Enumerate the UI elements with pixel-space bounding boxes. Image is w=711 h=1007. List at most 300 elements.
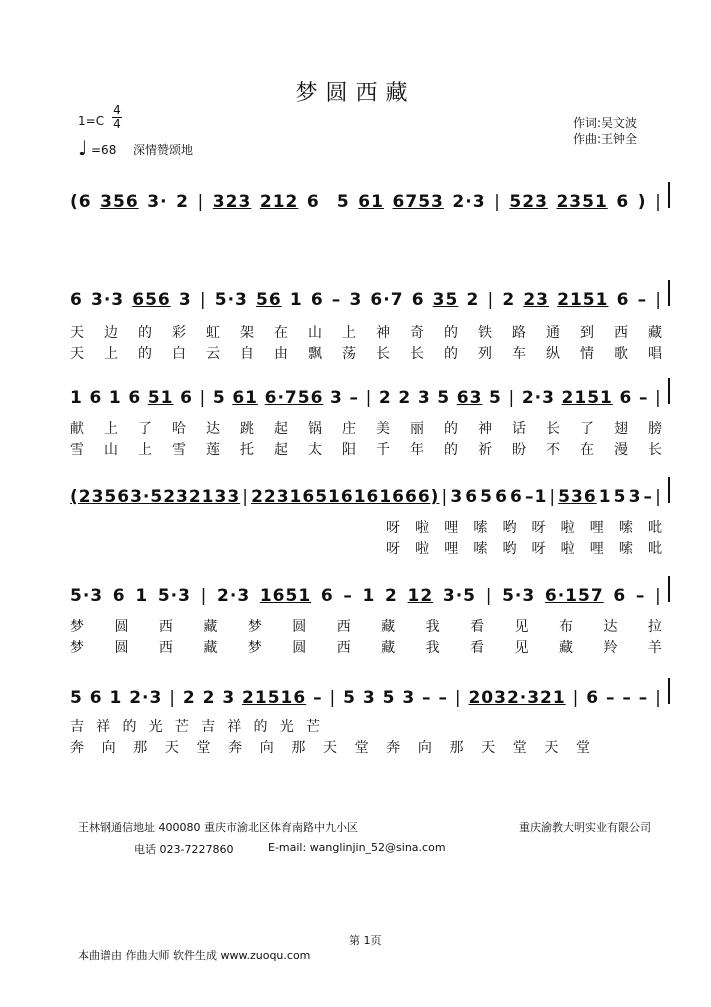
lyric-syllable: 呀 <box>386 520 400 536</box>
note-group: (23563·5232133 <box>70 487 241 507</box>
note-group: 2351 <box>556 192 608 212</box>
lyric-syllable: 嗦 <box>473 520 488 536</box>
note-group: 1 <box>598 487 612 507</box>
note-group: 5 <box>336 192 350 212</box>
lyric-syllable: 长 <box>648 442 662 458</box>
lyric-syllable: 丽 <box>410 421 424 437</box>
lyric-syllable: 藏 <box>203 619 218 635</box>
composer-credit: 作曲:王钟全 <box>573 132 638 146</box>
note-group: 3 <box>402 688 416 708</box>
lyric-syllable: 起 <box>274 442 288 458</box>
barline: | <box>485 586 493 606</box>
final-barline <box>668 576 670 602</box>
lyric-syllable: 达 <box>603 619 618 635</box>
note-group: – <box>349 388 359 408</box>
note-group: 6 <box>495 487 508 507</box>
note-group: 12 <box>407 586 434 606</box>
note-group: 2 <box>202 688 216 708</box>
lyric-syllable: 达 <box>206 421 220 437</box>
barline: | <box>508 388 516 408</box>
software-credit: 本曲谱由 作曲大师 软件生成 www.zuoqu.com <box>78 949 311 962</box>
lyric-syllable: 西 <box>336 619 351 635</box>
note-group: 1 <box>108 388 122 408</box>
final-barline <box>668 477 670 503</box>
lyric-syllable: 上 <box>104 346 118 362</box>
note-group: – <box>422 688 432 708</box>
score-system-4 <box>70 475 670 507</box>
lyric-line-4-verse-2 <box>70 637 662 657</box>
lyric-syllable: 的 <box>253 719 268 735</box>
lyric-syllable: 吡 <box>647 520 662 536</box>
note-group: 21516 <box>242 688 307 708</box>
lyric-syllable: 长 <box>410 346 424 362</box>
lyric-syllable: 纵 <box>546 346 560 362</box>
note-group: 5 <box>382 688 396 708</box>
time-signature <box>112 104 122 131</box>
note-group: 3 <box>349 290 363 310</box>
barline: | <box>365 388 373 408</box>
lyric-syllable: 堂 <box>576 740 590 756</box>
final-barline <box>668 378 670 404</box>
footer-company: 重庆渝教大明实业有限公司 <box>519 821 651 834</box>
lyric-syllable: 哩 <box>589 520 604 536</box>
lyric-syllable: 藏 <box>381 640 396 656</box>
note-group: 356 <box>100 192 139 212</box>
lyric-syllable: 看 <box>470 619 485 635</box>
barline: | <box>655 487 662 507</box>
note-group: 6 <box>465 487 479 507</box>
note-group: 2032·321 <box>468 688 566 708</box>
lyric-syllable: 堂 <box>512 740 527 756</box>
lyric-syllable: 膀 <box>648 421 662 437</box>
note-group: 6753 <box>392 192 444 212</box>
barline: | <box>197 192 205 212</box>
lyric-syllable: 的 <box>138 346 152 362</box>
barline: | <box>655 688 662 708</box>
lyric-syllable: 祥 <box>227 719 242 735</box>
system-1-notes <box>70 180 662 212</box>
lyric-syllable: 梦 <box>70 619 84 635</box>
note-group: – <box>622 688 632 708</box>
note-group: – <box>643 487 654 507</box>
lyric-syllable: 那 <box>449 740 464 756</box>
lyric-syllable: 西 <box>158 619 173 635</box>
lyric-syllable: 哟 <box>502 541 517 557</box>
lyric-syllable: 云 <box>206 346 220 362</box>
note-group: 3·3 <box>90 290 125 310</box>
lyric-syllable: 荡 <box>342 346 356 362</box>
note-group: 6 <box>616 192 630 212</box>
note-group: 5·3 <box>70 586 104 606</box>
lyric-syllable: 祥 <box>96 719 111 735</box>
lyric-syllable: 梦 <box>247 619 262 635</box>
lyric-syllable: 光 <box>279 719 294 735</box>
lyric-syllable: 托 <box>240 442 254 458</box>
note-group: (6 <box>70 192 92 212</box>
note-group: 61 <box>358 192 384 212</box>
key-signature: 1=C <box>78 114 105 128</box>
note-group: – <box>635 586 646 606</box>
lyric-syllable: 神 <box>376 325 390 341</box>
lyric-syllable: 芒 <box>305 719 320 735</box>
lyric-line-2-verse-1 <box>70 418 662 438</box>
time-signature-top: 4 <box>113 103 121 117</box>
note-group: 6 <box>89 688 103 708</box>
lyric-line-1-verse-1 <box>70 322 662 342</box>
barline: | <box>200 586 208 606</box>
note-group: 6 <box>616 290 630 310</box>
lyric-syllable: 天 <box>323 740 337 756</box>
note-group: 6 <box>586 688 600 708</box>
lyric-syllable: 歌 <box>614 346 628 362</box>
note-group: 5 <box>343 688 356 708</box>
lyric-syllable: 光 <box>148 719 163 735</box>
lyric-syllable: 自 <box>240 346 254 362</box>
lyric-syllable: 哟 <box>502 520 517 536</box>
note-group: 2·3 <box>521 388 555 408</box>
note-group: 6 <box>70 290 83 310</box>
barline: | <box>329 688 337 708</box>
song-title: 梦圆西藏 <box>295 81 416 106</box>
note-group: – <box>331 290 342 310</box>
system-2-notes <box>70 278 662 310</box>
lyric-syllable: 的 <box>444 442 458 458</box>
note-group: 3 <box>330 388 343 408</box>
lyric-syllable: 圆 <box>114 619 129 635</box>
system-3-notes <box>70 376 662 408</box>
note-group: 2 <box>466 290 480 310</box>
lyric-syllable: 我 <box>425 619 440 635</box>
page-number: 第 1页 <box>349 934 382 947</box>
lyric-syllable: 山 <box>104 442 118 458</box>
lyric-syllable: 太 <box>308 442 322 458</box>
lyric-syllable: 到 <box>580 325 594 341</box>
lyric-syllable: 的 <box>444 346 458 362</box>
lyric-syllable: 布 <box>558 619 573 635</box>
note-group: 1 <box>70 388 83 408</box>
note-group: – <box>343 586 353 606</box>
note-group: 6 <box>310 290 324 310</box>
lyric-syllable: 芒 <box>174 719 189 735</box>
note-group: 23 <box>523 290 549 310</box>
footer-address: 王林钢通信地址 400080 重庆市渝北区体育南路中九小区 <box>78 821 358 834</box>
note-group: 56 <box>256 290 282 310</box>
lyric-syllable: 在 <box>580 442 594 458</box>
final-barline <box>668 678 670 704</box>
barline: | <box>441 487 449 507</box>
note-group: 6 <box>613 586 627 606</box>
lyric-syllable: 锅 <box>308 421 322 437</box>
score-system-6 <box>70 676 670 708</box>
lyric-syllable: 奔 <box>228 740 243 756</box>
lyric-syllable: 的 <box>122 719 137 735</box>
lyric-syllable: 唱 <box>648 346 662 362</box>
barline: | <box>549 487 557 507</box>
lyric-syllable: 天 <box>70 346 84 362</box>
lyric-syllable: 吡 <box>647 541 662 557</box>
note-group: 2·3 <box>452 192 486 212</box>
score-system-2 <box>70 278 670 310</box>
lyric-syllable: 翅 <box>614 421 628 437</box>
note-group: 5 <box>70 688 83 708</box>
note-group: 6 <box>510 487 523 507</box>
lyric-syllable: 长 <box>376 346 390 362</box>
lyric-syllable: 奔 <box>386 740 401 756</box>
note-group: 6 <box>180 388 193 408</box>
lyric-syllable: 白 <box>172 346 186 362</box>
note-group: 2·3 <box>217 586 251 606</box>
barline: | <box>169 688 176 708</box>
lyric-syllable: 的 <box>138 325 152 341</box>
lyric-syllable: 的 <box>444 325 458 341</box>
note-group: 323 <box>212 192 252 212</box>
lyric-line-5-verse-2 <box>70 737 590 757</box>
note-group: 5 <box>480 487 494 507</box>
lyric-syllable: 藏 <box>648 325 662 341</box>
lyric-syllable: 吉 <box>70 719 84 735</box>
lyric-syllable: 阳 <box>342 442 356 458</box>
lyric-syllable: 呀 <box>531 520 546 536</box>
lyric-syllable: 那 <box>133 740 148 756</box>
lyric-syllable: 哩 <box>589 541 604 557</box>
note-group: 51 <box>147 388 174 408</box>
lyric-syllable: 啦 <box>415 520 430 536</box>
note-group: 6 <box>320 586 334 606</box>
note-group: 523 <box>509 192 548 212</box>
note-group: 63 <box>456 388 483 408</box>
note-group: 5 <box>613 487 627 507</box>
lyric-syllable: 堂 <box>354 740 369 756</box>
lyric-syllable: 嗦 <box>473 541 488 557</box>
note-group: 3 <box>362 688 376 708</box>
lyric-syllable: 羚 <box>603 640 618 656</box>
lyric-syllable: 架 <box>240 325 254 341</box>
note-group: 22316516161666) <box>251 487 440 507</box>
lyric-syllable: 年 <box>410 442 424 458</box>
lyric-syllable: 向 <box>417 740 432 756</box>
lyric-line-3-verse-2 <box>386 538 662 558</box>
lyric-syllable: 在 <box>274 325 288 341</box>
note-group: 3 <box>417 388 431 408</box>
lyric-syllable: 藏 <box>203 640 218 656</box>
lyric-syllable: 啦 <box>415 541 430 557</box>
barline: | <box>199 290 207 310</box>
lyric-line-2-verse-2 <box>70 439 662 459</box>
barline: | <box>199 388 207 408</box>
barline: | <box>655 388 662 408</box>
note-group: 1 <box>135 586 149 606</box>
footer-email: E-mail: wanglinjin_52@sina.com <box>268 841 446 854</box>
tempo-marking: =68 <box>91 143 117 157</box>
lyric-syllable: 情 <box>580 346 594 362</box>
lyric-syllable: 梦 <box>247 640 262 656</box>
note-group: 2 <box>182 688 196 708</box>
note-group: 6 <box>128 388 142 408</box>
lyric-syllable: 天 <box>481 740 496 756</box>
lyric-syllable: 天 <box>70 325 84 341</box>
note-group: 1651 <box>259 586 312 606</box>
note-group: 2 <box>398 388 412 408</box>
lyric-syllable: 飘 <box>308 346 322 362</box>
note-group: 3·5 <box>442 586 477 606</box>
system-5-notes <box>70 574 662 606</box>
lyric-syllable: 千 <box>376 442 390 458</box>
lyric-syllable: 了 <box>580 421 594 437</box>
score-system-5 <box>70 574 670 606</box>
lyric-syllable: 长 <box>546 421 560 437</box>
note-group: 2 <box>385 586 398 606</box>
lyric-syllable: 美 <box>376 421 390 437</box>
lyric-syllable: 路 <box>512 325 526 341</box>
lyric-syllable: 了 <box>138 421 152 437</box>
lyric-syllable: 西 <box>336 640 351 656</box>
lyric-syllable: 上 <box>138 442 152 458</box>
note-group: 5·3 <box>157 586 191 606</box>
note-group: 6·756 <box>264 388 324 408</box>
note-group: 6 <box>411 290 425 310</box>
lyric-syllable: 圆 <box>292 640 307 656</box>
lyric-syllable: 圆 <box>114 640 129 656</box>
lyric-syllable: 向 <box>259 740 274 756</box>
note-group: 2151 <box>561 388 613 408</box>
note-group: 6·157 <box>544 586 604 606</box>
note-group: 5 <box>437 388 451 408</box>
note-group: 656 <box>132 290 171 310</box>
note-group: 6 <box>112 586 126 606</box>
note-group: ) <box>637 192 647 212</box>
lyric-line-1-verse-2 <box>70 343 662 363</box>
lyric-syllable: 列 <box>478 346 492 362</box>
lyric-syllable: 奔 <box>70 740 84 756</box>
lyric-syllable: 庄 <box>342 421 356 437</box>
lyric-syllable: 藏 <box>381 619 396 635</box>
footer-phone: 电话 023-7227860 <box>134 843 234 856</box>
note-group: 6 <box>306 192 320 212</box>
lyricist-credit: 作词:吴文波 <box>573 116 638 130</box>
note-group: 35 <box>432 290 459 310</box>
lyric-syllable: 跳 <box>240 421 254 437</box>
barline: | <box>572 688 580 708</box>
note-group: –1 <box>524 487 548 507</box>
lyric-syllable: 哩 <box>444 520 459 536</box>
system-6-notes <box>70 676 662 708</box>
barline: | <box>454 688 462 708</box>
lyric-syllable: 堂 <box>196 740 211 756</box>
lyric-syllable: 圆 <box>292 619 307 635</box>
lyric-syllable: 西 <box>614 325 628 341</box>
barline: | <box>655 586 662 606</box>
lyric-syllable: 吉 <box>201 719 216 735</box>
lyric-syllable: 上 <box>104 421 118 437</box>
note-group: 3 <box>450 487 464 507</box>
barline: | <box>242 487 249 507</box>
lyric-syllable: 祈 <box>478 442 492 458</box>
note-group: 2 <box>502 290 516 310</box>
note-group: 2 <box>176 192 189 212</box>
lyric-syllable: 看 <box>470 640 485 656</box>
lyric-syllable: 梦 <box>70 640 84 656</box>
note-group: 1 <box>109 688 123 708</box>
note-group: 2151 <box>557 290 609 310</box>
note-group: – <box>637 290 648 310</box>
note-group: 5 <box>212 388 226 408</box>
lyric-syllable: 漫 <box>614 442 628 458</box>
note-group: 5 <box>489 388 502 408</box>
lyric-syllable: 的 <box>444 421 458 437</box>
lyric-syllable: 车 <box>512 346 526 362</box>
lyric-syllable: 莲 <box>206 442 220 458</box>
lyric-syllable: 啦 <box>560 541 575 557</box>
lyric-syllable: 盼 <box>512 442 526 458</box>
lyric-syllable: 话 <box>512 421 526 437</box>
lyric-syllable: 彩 <box>172 325 186 341</box>
lyric-line-4-verse-1 <box>70 616 662 636</box>
note-group: 2·3 <box>129 688 163 708</box>
lyric-syllable: 我 <box>425 640 440 656</box>
score-system-3 <box>70 376 670 408</box>
lyric-syllable: 见 <box>514 640 529 656</box>
score-system-1 <box>70 180 670 212</box>
lyric-syllable: 见 <box>514 619 529 635</box>
lyric-syllable: 西 <box>158 640 173 656</box>
lyric-syllable: 神 <box>478 421 492 437</box>
note-group: 1 <box>362 586 376 606</box>
note-group: 6 <box>619 388 633 408</box>
barline: | <box>487 290 495 310</box>
lyric-syllable: 嗦 <box>618 520 633 536</box>
final-barline <box>668 182 670 208</box>
note-group: 61 <box>232 388 259 408</box>
lyric-syllable: 边 <box>104 325 118 341</box>
lyric-syllable: 起 <box>274 421 288 437</box>
note-group: 6·7 <box>370 290 404 310</box>
lyric-syllable: 啦 <box>560 520 575 536</box>
quarter-note-icon: ♩ <box>78 136 88 160</box>
lyric-syllable: 拉 <box>647 619 662 635</box>
time-signature-bottom: 4 <box>113 117 121 131</box>
note-group: – <box>638 688 649 708</box>
lyric-syllable: 由 <box>274 346 288 362</box>
lyric-syllable: 藏 <box>558 640 573 656</box>
lyric-syllable: 不 <box>546 442 560 458</box>
note-group: 6 <box>89 388 103 408</box>
barline: | <box>494 192 501 212</box>
lyric-syllable: 呀 <box>531 541 546 557</box>
lyric-syllable: 通 <box>546 325 560 341</box>
note-group: – <box>605 688 616 708</box>
note-group: 3 <box>628 487 642 507</box>
lyric-syllable: 山 <box>308 325 322 341</box>
note-group: 536 <box>558 487 597 507</box>
note-group: 1 <box>289 290 303 310</box>
lyric-syllable: 天 <box>164 740 179 756</box>
final-barline <box>668 280 670 306</box>
lyric-syllable: 雪 <box>172 442 186 458</box>
lyric-syllable: 那 <box>291 740 306 756</box>
lyric-line-3-verse-1 <box>386 517 662 537</box>
lyric-line-5-verse-1 <box>70 716 320 736</box>
note-group: – <box>313 688 323 708</box>
lyric-syllable: 铁 <box>478 325 492 341</box>
note-group: 2 <box>378 388 392 408</box>
lyric-syllable: 天 <box>544 740 559 756</box>
lyric-syllable: 羊 <box>647 640 662 656</box>
lyric-syllable: 呀 <box>386 541 400 557</box>
note-group: 212 <box>259 192 299 212</box>
lyric-syllable: 哈 <box>172 421 186 437</box>
lyric-syllable: 嗦 <box>618 541 633 557</box>
barline: | <box>655 192 662 212</box>
